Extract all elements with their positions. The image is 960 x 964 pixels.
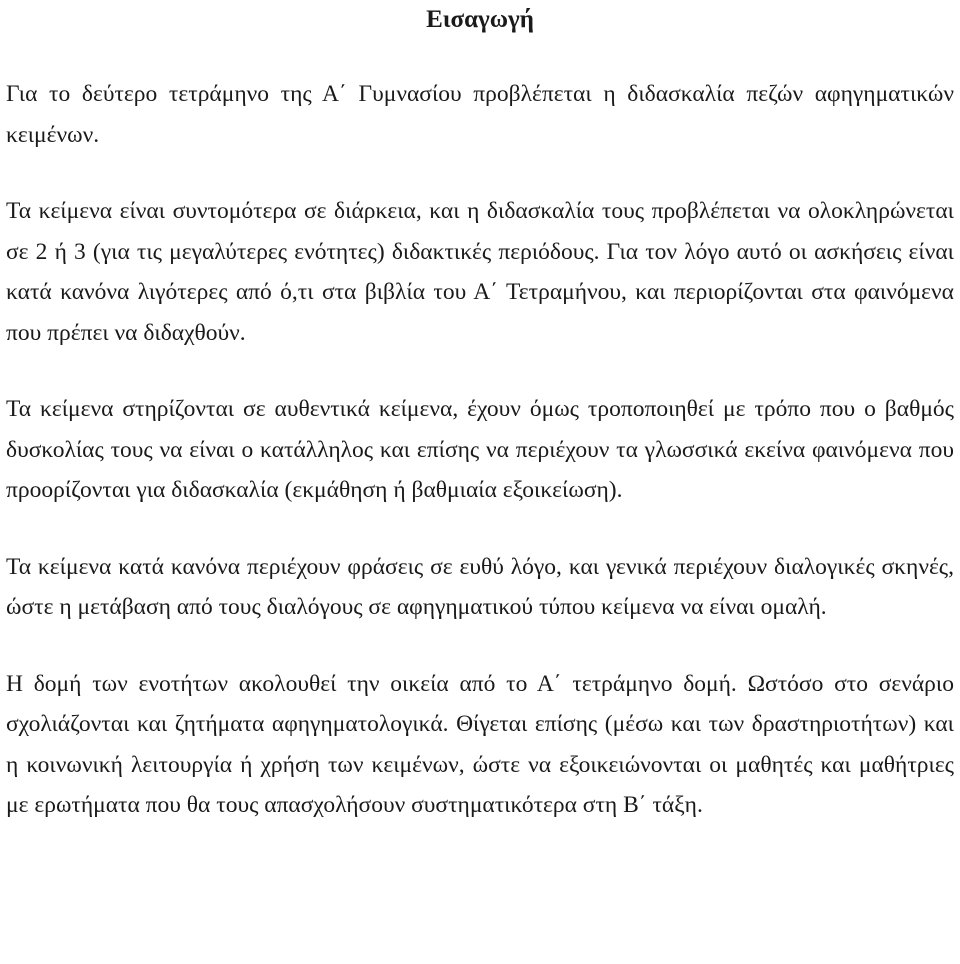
document-page — [6, 0, 954, 826]
paragraph-2: Τα κείμενα είναι συντομότερα σε διάρκεια, και η διδασκαλία τους προβλέπεται να ολοκληρώνεται σε 2 ή 3 (για τις μεγαλύτερες ενότητες) διδακτικές περιόδους. Για τον λόγο αυτό οι ασκήσεις είναι κατά κανόνα λιγότερες από ό,τι στα βιβλία του Α΄ Τετραμήνου, και περιορίζονται στα φαινόμενα που πρέπει να διδαχθούν. — [6, 198, 954, 346]
paragraph-1: Για το δεύτερο τετράμηνο της Α΄ Γυμνασίου προβλέπεται η διδασκαλία πεζών αφηγηματικών κειμένων. — [6, 81, 954, 148]
paragraph-4: Τα κείμενα κατά κανόνα περιέχουν φράσεις σε ευθύ λόγο, και γενικά περιέχουν διαλογικές σκηνές, ώστε η μετάβαση από τους διαλόγους σε αφηγηματικού τύπου κείμενα να είναι ομαλή. — [6, 553, 954, 620]
paragraph-5: Η δομή των ενοτήτων ακολουθεί την οικεία από το Α΄ τετράμηνο δομή. Ωστόσο στο σενάριο σχολιάζονται και ζητήματα αφηγηματολογικά. Θίγεται επίσης (μέσω και των δραστηριοτήτων) και η κοινωνική λειτουργία ή χρήση των κειμένων, ώστε να εξοικειώνονται οι μαθητές και μαθήτριες με ερωτήματα που θα τους απασχολήσουν συστηματικότερα στη Β΄ τάξη. — [6, 670, 954, 818]
document-title: Εισαγωγή — [426, 6, 534, 33]
paragraph-3: Τα κείμενα στηρίζονται σε αυθεντικά κείμενα, έχουν όμως τροποποιηθεί με τρόπο που ο βαθμός δυσκολίας τους να είναι ο κατάλληλος και επίσης να περιέχουν τα γλωσσικά εκείνα φαινόμενα που προορίζονται για διδασκαλία (εκμάθηση ή βαθμιαία εξοικείωση). — [6, 396, 954, 503]
